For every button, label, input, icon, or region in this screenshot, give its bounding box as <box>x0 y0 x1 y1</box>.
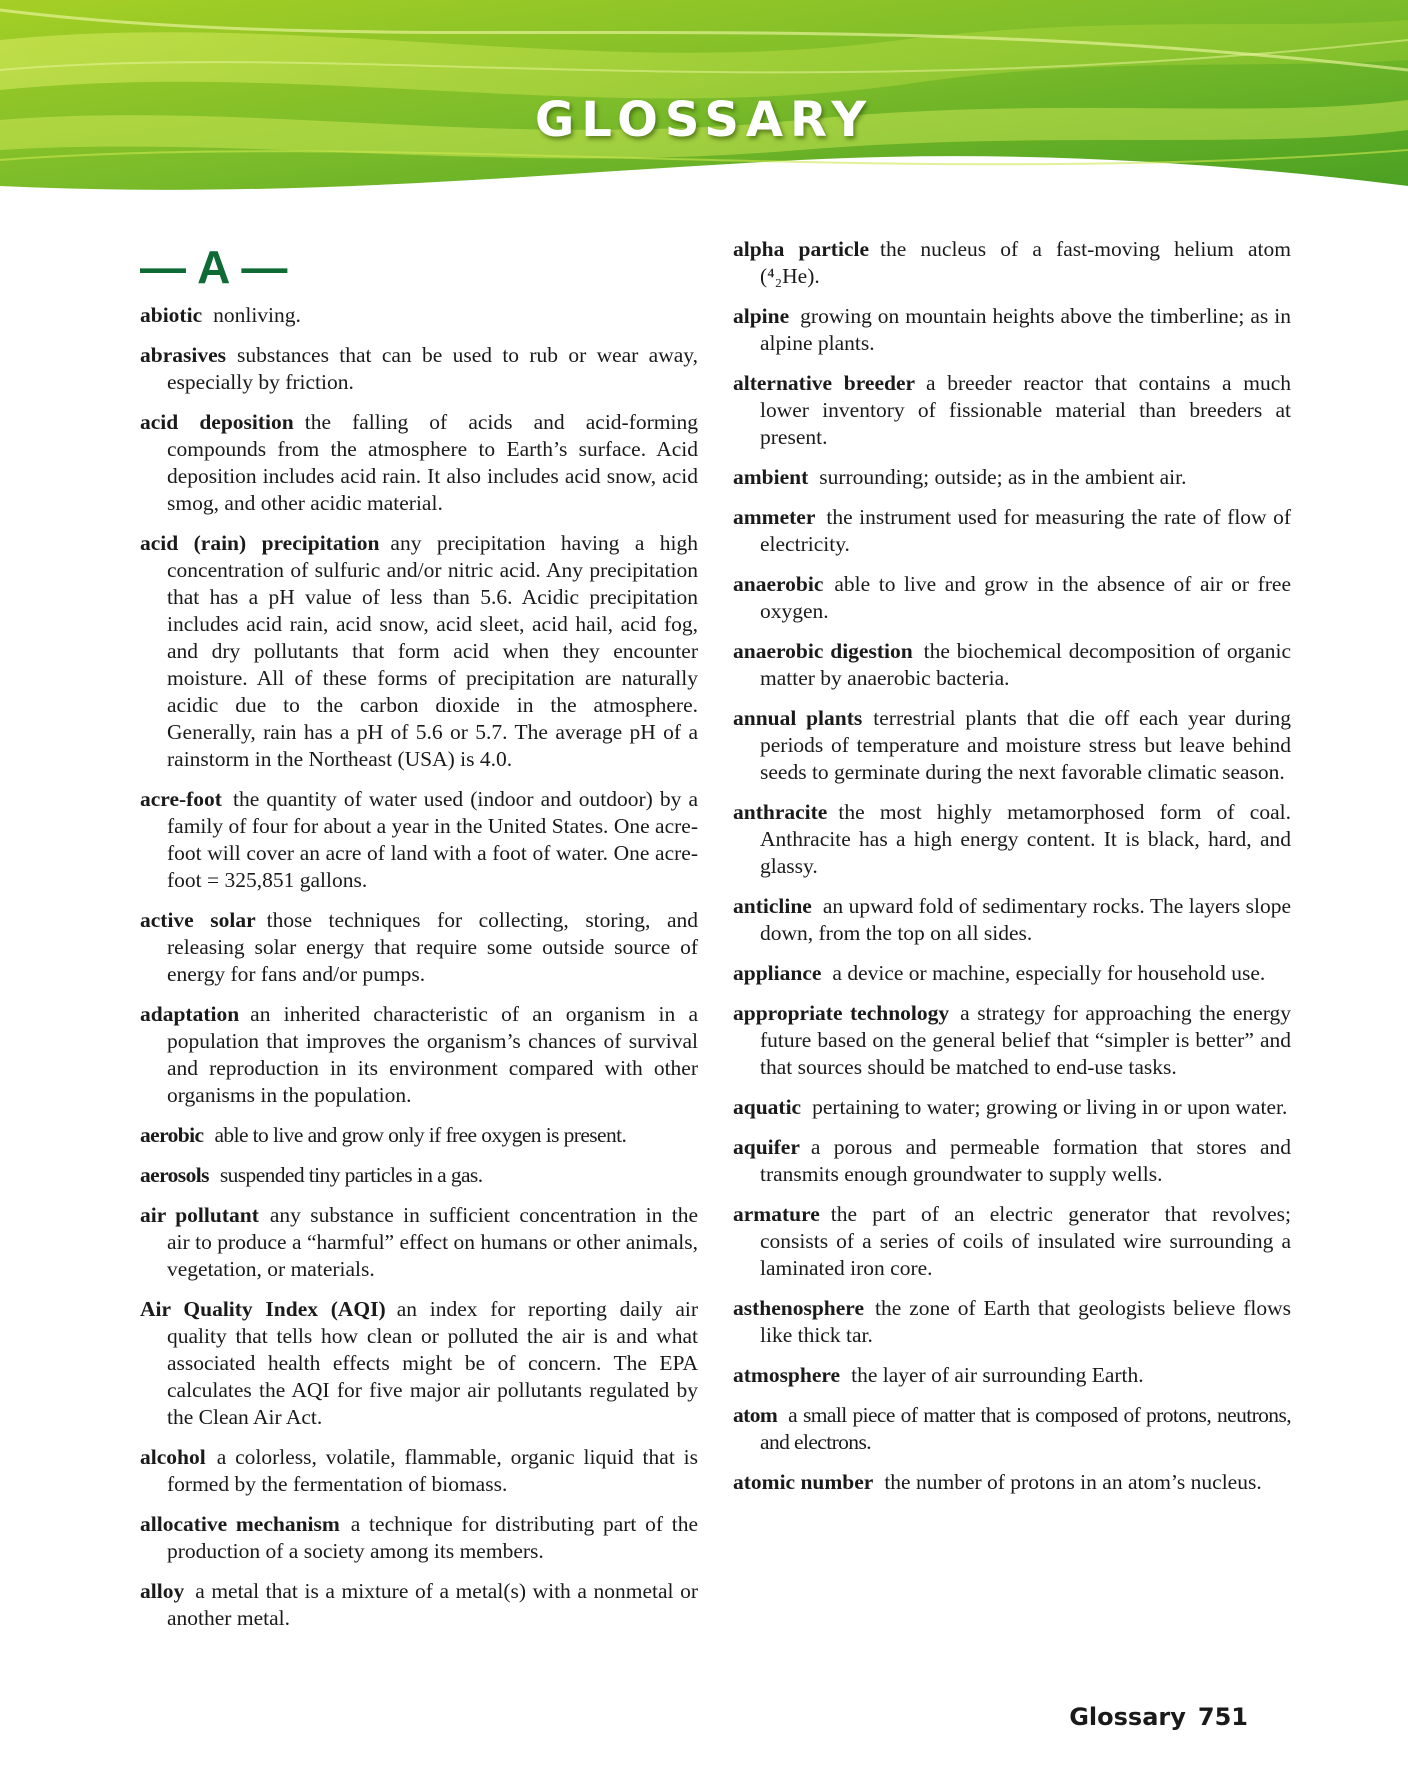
glossary-entry <box>733 1201 1291 1282</box>
glossary-term: acid deposition <box>140 410 294 434</box>
glossary-definition: a porous and permeable formation that stores and transmits enough groundwater to supply wells. <box>760 1135 1291 1186</box>
glossary-column-left <box>140 236 698 1645</box>
glossary-term: armature <box>733 1202 820 1226</box>
glossary-entry <box>733 571 1291 625</box>
glossary-entry <box>733 303 1291 357</box>
glossary-term: acid (rain) precipitation <box>140 531 380 555</box>
glossary-term: ammeter <box>733 505 816 529</box>
glossary-entry <box>733 705 1291 786</box>
glossary-definition: the number of protons in an atom’s nucleus. <box>884 1470 1262 1494</box>
glossary-entry <box>733 504 1291 558</box>
glossary-definition: a strategy for approaching the energy future based on the general belief that “simpler is better” and that sources should be matched to end-use tasks. <box>760 1001 1291 1079</box>
glossary-entry <box>733 1402 1291 1456</box>
glossary-entry <box>733 1000 1291 1081</box>
glossary-term: aerosols <box>140 1163 209 1187</box>
glossary-entry <box>733 370 1291 451</box>
glossary-term: aquatic <box>733 1095 802 1119</box>
glossary-definition: suspended tiny particles in a gas. <box>219 1163 483 1187</box>
glossary-term: asthenosphere <box>733 1296 865 1320</box>
glossary-term: acre-foot <box>140 787 222 811</box>
glossary-definition: a device or machine, especially for household use. <box>832 961 1266 985</box>
glossary-term: aerobic <box>140 1123 204 1147</box>
glossary-definition: surrounding; outside; as in the ambient air. <box>819 465 1187 489</box>
glossary-term: annual plants <box>733 706 863 730</box>
glossary-entry <box>733 1362 1291 1389</box>
glossary-entry <box>140 1296 698 1431</box>
glossary-term: alcohol <box>140 1445 206 1469</box>
glossary-definition: the biochemical decomposition of organic matter by anaerobic bacteria. <box>760 639 1292 690</box>
glossary-term: allocative mechanism <box>140 1512 340 1536</box>
glossary-term: atom <box>733 1403 778 1427</box>
glossary-definition: any substance in sufficient concentration in the air to produce a “harmful” effect on humans or other animals, vegetation, or materials. <box>167 1203 699 1281</box>
glossary-entry <box>733 1295 1291 1349</box>
glossary-entry <box>140 907 698 988</box>
glossary-term: aquifer <box>733 1135 800 1159</box>
glossary-entry <box>140 1444 698 1498</box>
glossary-definition: those techniques for collecting, storing, and releasing solar energy that require some outside source of energy for fans and/or pumps. <box>167 908 698 986</box>
glossary-definition: the instrument used for measuring the rate of flow of electricity. <box>760 505 1291 556</box>
glossary-entry <box>140 302 698 329</box>
glossary-entry <box>733 1134 1291 1188</box>
glossary-term: appropriate technology <box>733 1001 950 1025</box>
glossary-term: atmosphere <box>733 1363 841 1387</box>
glossary-definition: the most highly metamorphosed form of coal. Anthracite has a high energy content. It is black, hard, and glassy. <box>760 800 1291 878</box>
glossary-entry <box>140 1511 698 1565</box>
glossary-term: alternative breeder <box>733 371 916 395</box>
glossary-term: alpine <box>733 304 790 328</box>
glossary-term: abrasives <box>140 343 226 367</box>
glossary-entry <box>733 464 1291 491</box>
glossary-definition: substances that can be used to rub or wear away, especially by friction. <box>167 343 698 394</box>
glossary-entry <box>140 530 698 773</box>
letter-heading: — A — <box>140 241 288 293</box>
glossary-definition: the layer of air surrounding Earth. <box>851 1363 1144 1387</box>
glossary-term: anticline <box>733 894 812 918</box>
glossary-definition: the nucleus of a fast-moving helium atom (⁴₂He). <box>760 237 1291 288</box>
glossary-entry <box>140 1578 698 1632</box>
glossary-definition: a metal that is a mixture of a metal(s) with a nonmetal or another metal. <box>167 1579 698 1630</box>
page-title: GLOSSARY <box>534 92 874 148</box>
glossary-term: anaerobic digestion <box>733 639 913 663</box>
glossary-term: alloy <box>140 1579 185 1603</box>
glossary-column-right <box>733 236 1291 1509</box>
glossary-definition: a breeder reactor that contains a much lower inventory of fissionable material than breeders at present. <box>760 371 1292 449</box>
glossary-definition: the zone of Earth that geologists believe flows like thick tar. <box>760 1296 1291 1347</box>
footer-label: Glossary <box>1069 1703 1186 1731</box>
glossary-entry <box>733 1094 1291 1121</box>
glossary-term: adaptation <box>140 1002 240 1026</box>
glossary-entry <box>733 799 1291 880</box>
glossary-term: abiotic <box>140 303 203 327</box>
page-footer <box>1069 1703 1248 1731</box>
glossary-definition: an upward fold of sedimentary rocks. The layers slope down, from the top on all sides. <box>760 894 1291 945</box>
glossary-term: ambient <box>733 465 809 489</box>
glossary-entry <box>140 1162 698 1189</box>
glossary-entry <box>733 1469 1291 1496</box>
glossary-entry <box>140 786 698 894</box>
glossary-definition: pertaining to water; growing or living in or upon water. <box>812 1095 1288 1119</box>
glossary-entry <box>733 236 1291 290</box>
glossary-entry <box>140 342 698 396</box>
glossary-term: anaerobic <box>733 572 824 596</box>
glossary-entry <box>140 1001 698 1109</box>
glossary-definition: a colorless, volatile, flammable, organic liquid that is formed by the fermentation of biomass. <box>167 1445 698 1496</box>
glossary-entry <box>140 1122 698 1149</box>
glossary-definition: a small piece of matter that is composed of protons, neutrons, and electrons. <box>760 1403 1291 1454</box>
glossary-definition: the falling of acids and acid-forming compounds from the atmosphere to Earth’s surface. Acid deposition includes acid rain. It also includes acid snow, acid smog, and other acidic material. <box>167 410 698 515</box>
glossary-term: appliance <box>733 961 822 985</box>
glossary-definition: terrestrial plants that die off each year during periods of temperature and moisture stress but leave behind seeds to germinate during the next favorable climatic season. <box>760 706 1292 784</box>
glossary-entry <box>733 960 1291 987</box>
glossary-term: atomic number <box>733 1470 874 1494</box>
glossary-definition: the quantity of water used (indoor and outdoor) by a family of four for about a year in the United States. One acre-foot will cover an acre of land with a foot of water. One acre-foot = 325,851 gallons. <box>167 787 698 892</box>
glossary-entry <box>733 638 1291 692</box>
glossary-definition: any precipitation having a high concentration of sulfuric and/or nitric acid. Any precipitation that has a pH value of less than 5.6. Acidic precipitation includes acid rain, acid snow, acid sleet, acid hail, acid fog, and dry pollutants that form acid when they encounter moisture. All of these forms of precipitation are naturally acidic due to the carbon dioxide in the atmosphere. Generally, rain has a pH of 5.6 or 5.7. The average pH of a rainstorm in the Northeast (USA) is 4.0. <box>167 531 698 771</box>
glossary-definition: the part of an electric generator that revolves; consists of a series of coils of insulated wire surrounding a laminated iron core. <box>760 1202 1291 1280</box>
glossary-term: active solar <box>140 908 256 932</box>
glossary-entry <box>140 1202 698 1283</box>
glossary-term: anthracite <box>733 800 828 824</box>
glossary-banner <box>0 0 1408 190</box>
glossary-term: alpha particle <box>733 237 869 261</box>
glossary-definition: able to live and grow in the absence of air or free oxygen. <box>760 572 1291 623</box>
page-number: 751 <box>1197 1703 1248 1731</box>
glossary-definition: growing on mountain heights above the timberline; as in alpine plants. <box>760 304 1291 355</box>
glossary-definition: a technique for distributing part of the production of a society among its members. <box>167 1512 699 1563</box>
glossary-definition: able to live and grow only if free oxygen is present. <box>214 1123 627 1147</box>
glossary-term: air pollutant <box>140 1203 259 1227</box>
glossary-definition: an inherited characteristic of an organism in a population that improves the organism’s chances of survival and reproduction in its environment compared with other organisms in the population. <box>167 1002 698 1107</box>
glossary-entry <box>733 893 1291 947</box>
glossary-term: Air Quality Index (AQI) <box>140 1297 386 1321</box>
glossary-entry <box>140 409 698 517</box>
glossary-definition: an index for reporting daily air quality that tells how clean or polluted the air is and what associated health effects might be of concern. The EPA calculates the AQI for five major air pollutants regulated by the Clean Air Act. <box>167 1297 699 1429</box>
glossary-definition: nonliving. <box>213 303 301 327</box>
